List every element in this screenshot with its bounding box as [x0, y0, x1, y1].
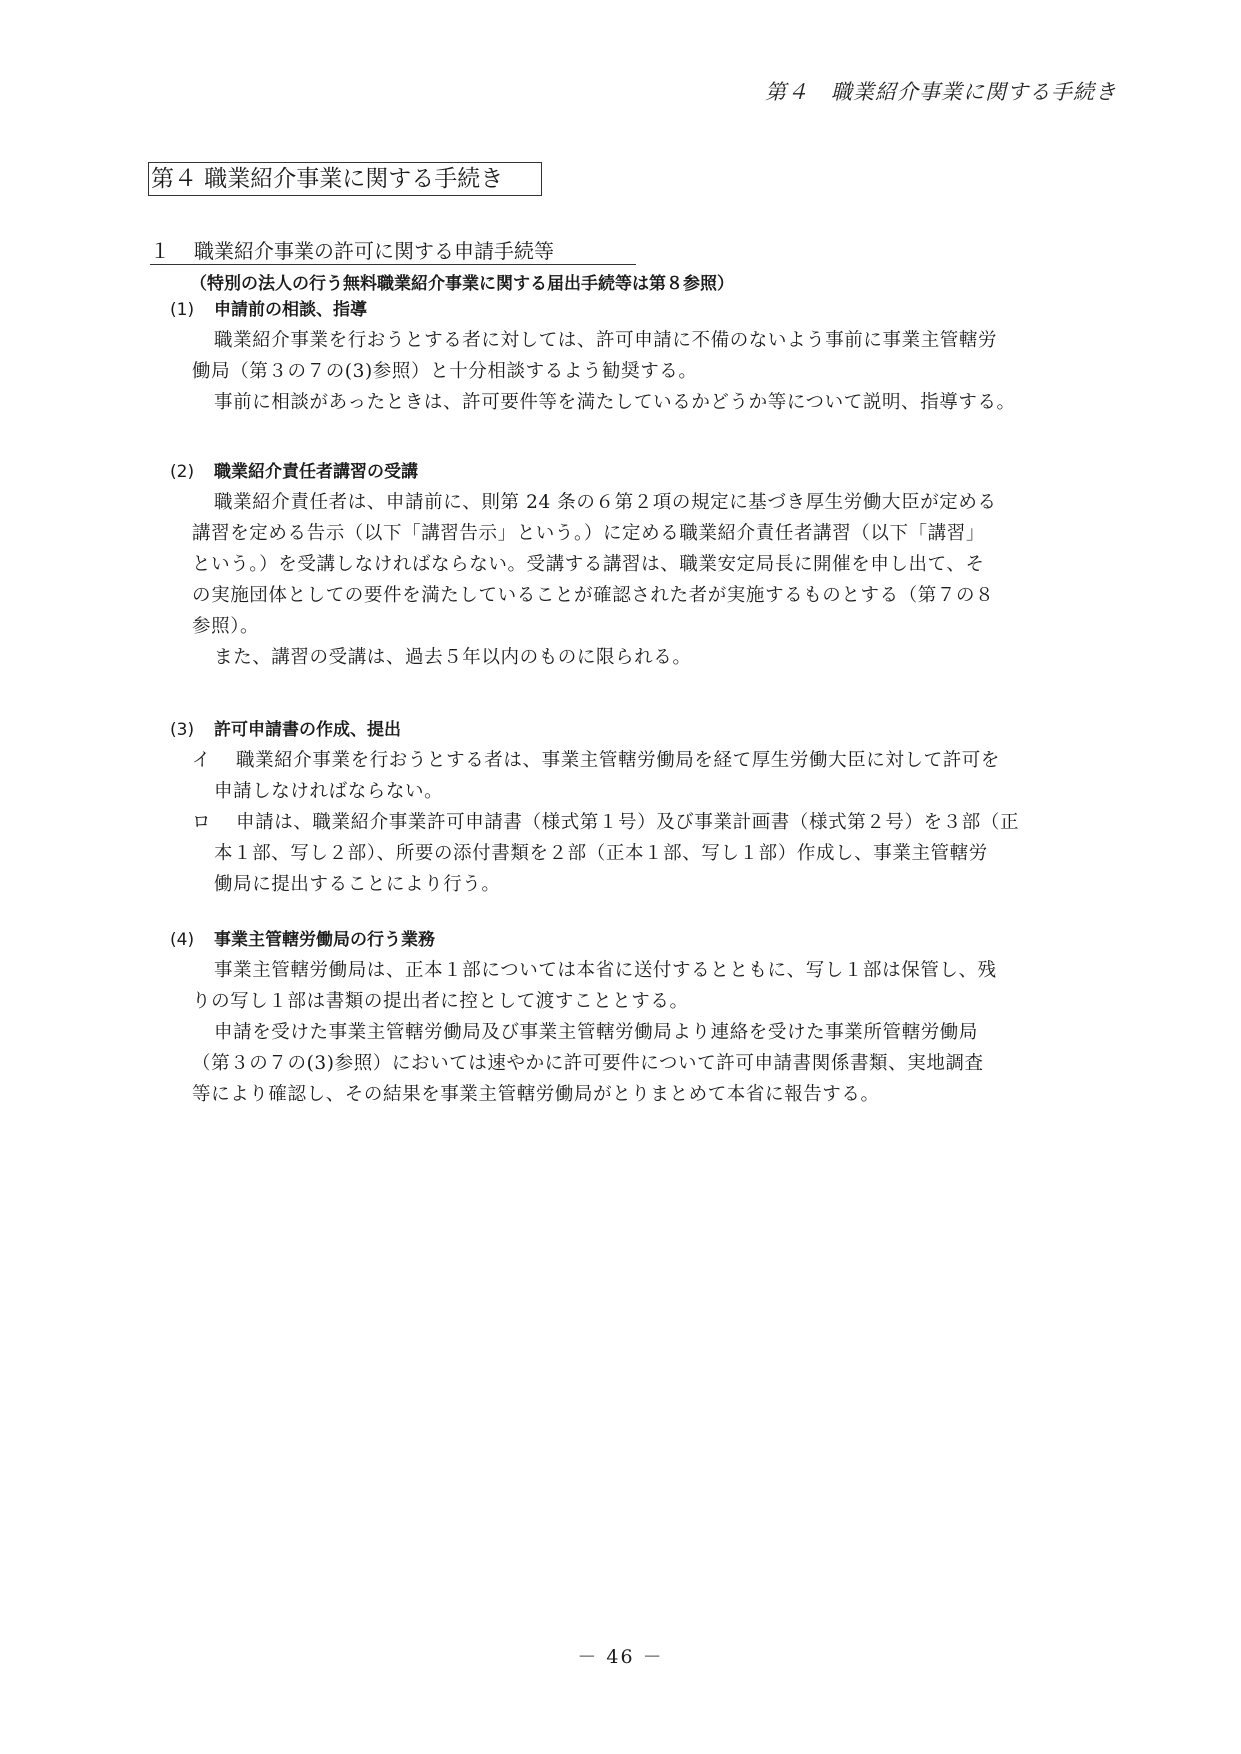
- paragraph-line: りの写し１部は書類の提出者に控として渡すこととする。: [192, 991, 689, 1012]
- paragraph-line: 参照）。: [192, 616, 260, 637]
- section-number: １: [150, 239, 170, 263]
- paragraph-line: 申請を受けた事業主管轄労働局及び事業主管轄労働局より連絡を受けた事業所管轄労働局: [214, 1022, 979, 1043]
- paragraph-line: 職業紹介事業を行おうとする者は、事業主管轄労働局を経て厚生労働大臣に対して許可を: [236, 750, 1001, 771]
- paragraph-line: 本１部、写し２部）、所要の添付書類を２部（正本１部、写し１部）作成し、事業主管轄労: [214, 843, 988, 864]
- section-subtitle: （特別の法人の行う無料職業紹介事業に関する届出手続等は第８参照）: [190, 274, 734, 294]
- subsection-body-4: [192, 955, 1112, 1110]
- chapter-title: 第４ 職業紹介事業に関する手続き: [148, 162, 542, 196]
- paragraph-line: 講習を定める告示（以下「講習告示」という。）に定める職業紹介責任者講習（以下「講習」: [192, 523, 985, 544]
- subsection-title: 申請前の相談、指導: [214, 300, 367, 320]
- list-marker: ロ: [192, 812, 212, 833]
- paragraph-line: 等により確認し、その結果を事業主管轄労働局がとりまとめて本省に報告する。: [192, 1084, 880, 1105]
- subsection-body-1: [192, 325, 1112, 418]
- subsection-number: (3): [170, 720, 195, 740]
- list-item-ro: [192, 807, 1112, 900]
- subsection-heading-3: [170, 718, 401, 742]
- paragraph-line: （第３の７の(3)参照）においては速やかに許可要件について許可申請書関係書類、実地調査: [192, 1053, 984, 1074]
- section-title: 職業紹介事業の許可に関する申請手続等: [194, 239, 554, 263]
- paragraph-line: 事前に相談があったときは、許可要件等を満たしているかどうか等について説明、指導する。: [214, 392, 1016, 413]
- subsection-title: 事業主管轄労働局の行う業務: [214, 930, 435, 950]
- paragraph-line: 職業紹介責任者は、申請前に、則第 24 条の６第２項の規定に基づき厚生労働大臣が定める: [214, 492, 997, 513]
- subsection-heading-1: [170, 298, 367, 322]
- list-item-i: [192, 745, 1112, 807]
- running-header: 第４ 職業紹介事業に関する手続き: [765, 80, 1117, 104]
- paragraph-line: 申請しなければならない。: [214, 781, 444, 802]
- list-marker: イ: [192, 750, 212, 771]
- paragraph-line: 働局に提出することにより行う。: [214, 874, 501, 895]
- subsection-title: 職業紹介責任者講習の受講: [214, 462, 418, 482]
- section-heading: [150, 238, 636, 265]
- paragraph-line: 申請は、職業紹介事業許可申請書（様式第１号）及び事業計画書（様式第２号）を３部（正: [236, 812, 1020, 833]
- paragraph-line: 職業紹介事業を行おうとする者に対しては、許可申請に不備のないよう事前に事業主管轄労: [214, 330, 998, 351]
- paragraph-line: 働局（第３の７の(3)参照）と十分相談するよう勧奨する。: [192, 361, 698, 382]
- paragraph-line: 事業主管轄労働局は、正本１部については本省に送付するとともに、写し１部は保管し、残: [214, 960, 997, 981]
- paragraph-line: という。）を受講しなければならない。受講する講習は、職業安定局長に開催を申し出て、そ: [192, 554, 985, 575]
- page-number: － 46 －: [577, 1646, 664, 1668]
- subsection-number: (2): [170, 462, 195, 482]
- subsection-number: (4): [170, 930, 195, 950]
- subsection-body-2: [192, 487, 1112, 673]
- paragraph-line: また、講習の受講は、過去５年以内のものに限られる。: [214, 647, 692, 668]
- subsection-heading-2: [170, 460, 418, 484]
- subsection-heading-4: [170, 928, 435, 952]
- paragraph-line: の実施団体としての要件を満たしていることが確認された者が実施するものとする（第７の８: [192, 585, 995, 606]
- subsection-title: 許可申請書の作成、提出: [214, 720, 401, 740]
- subsection-number: (1): [170, 300, 195, 320]
